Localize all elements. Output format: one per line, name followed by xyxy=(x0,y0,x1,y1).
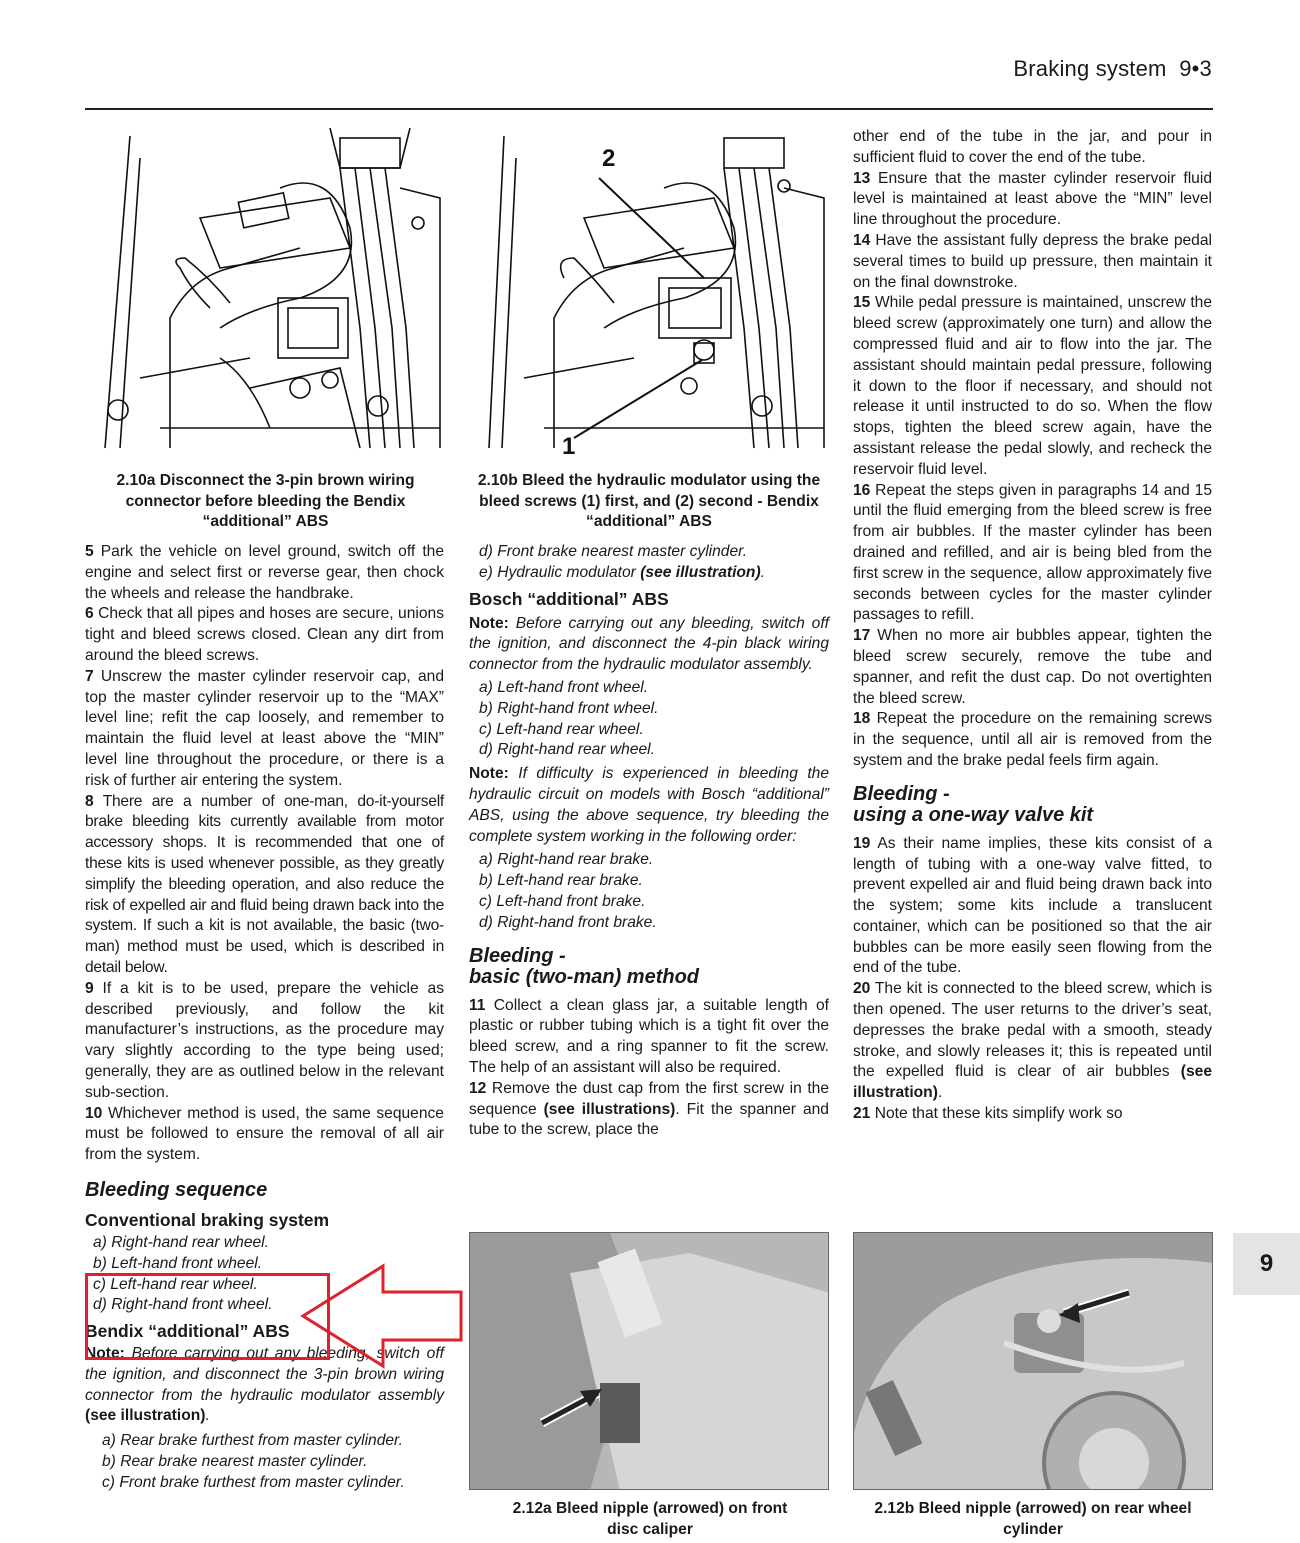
para-19: 19 As their name implies, these kits consist of a length of tubing with a one-way valve fitted, to prevent expelled air and fluid being drawn back into the system; some kits include a translucent container, which can be positioned so that the air bubbles can be more easily seen flowing from the end of the tube. xyxy=(853,834,1212,977)
list-item: a) Right-hand rear wheel. xyxy=(93,1233,269,1251)
list-item: a) Left-hand front wheel. xyxy=(479,678,649,696)
list-item: d) Right-hand front wheel. xyxy=(93,1296,273,1314)
caliper-photo xyxy=(470,1233,829,1490)
para-10: 10 Whichever method is used, the same sequence must be followed to ensure the removal of all air from the system. xyxy=(85,1104,444,1164)
bendix-list xyxy=(85,1431,444,1493)
header-title: Braking system xyxy=(1013,56,1167,81)
column-3 xyxy=(853,127,1212,1125)
para-12: 12 Remove the dust cap from the first screw in the sequence (see illustrations). Fit the spanner and tube to the screw, place the xyxy=(469,1079,829,1139)
header-rule xyxy=(85,108,1213,110)
caption-2-10b: 2.10b Bleed the hydraulic modulator using the bleed screws (1) first, and (2) second - Bendix “additional” ABS xyxy=(477,472,821,530)
list-item: d) Right-hand front brake. xyxy=(479,913,657,931)
photo-2-12b xyxy=(853,1232,1213,1490)
list-item: b) Left-hand front wheel. xyxy=(93,1254,263,1272)
para-cont: other end of the tube in the jar, and pour in sufficient fluid to cover the end of the tube. xyxy=(853,128,1212,166)
para-6: 6 Check that all pipes and hoses are secure, unions tight and bleed screws closed. Clean any dirt from around the bleed screws. xyxy=(85,605,444,664)
list-item: b) Rear brake nearest master cylinder. xyxy=(102,1453,368,1471)
para-13: 13 Ensure that the master cylinder reservoir fluid level is maintained at least above the “MIN” level line throughout the procedure. xyxy=(853,169,1212,229)
para-14: 14 Have the assistant fully depress the brake pedal several times to build up pressure, then maintain it on the final downstroke. xyxy=(853,231,1212,291)
subheading-conventional: Conventional braking system xyxy=(85,1209,330,1230)
list-item: b) Left-hand rear brake. xyxy=(479,872,643,890)
figure-2-10a xyxy=(100,128,445,456)
highlight-arrow-icon xyxy=(295,1262,467,1370)
list-item: d) Right-hand rear wheel. xyxy=(479,741,655,759)
page-number: 9•3 xyxy=(1179,56,1212,81)
list-item: b) Right-hand front wheel. xyxy=(479,699,659,717)
photo-2-12a xyxy=(469,1232,829,1490)
engine-bay-drawing-b xyxy=(484,128,829,456)
note-order: Note: If difficulty is experienced in bleeding the hydraulic circuit on models with Bosch “additional” ABS, using the above sequence, try bleeding the complete system working in the following order: xyxy=(469,765,829,845)
list-item: c) Front brake furthest from master cylinder. xyxy=(102,1473,405,1491)
heading-one-way-kit: Bleeding - using a one-way valve kit xyxy=(853,782,1094,826)
list-item: c) Left-hand rear wheel. xyxy=(93,1275,258,1293)
para-11: 11 Collect a clean glass jar, a suitable length of plastic or rubber tubing which is a tight fit over the bleed screw, and a ring spanner to fit the screw. The help of an assistant will also be required. xyxy=(469,996,829,1076)
para-18: 18 Repeat the procedure on the remaining screws in the sequence, until all air is removed from the system and the brake pedal feels firm again. xyxy=(853,710,1212,769)
para-9: 9 If a kit is to be used, prepare the vehicle as described previously, and follow the kit manufacturer’s instructions, as the procedure may vary slightly according to the type being used; generally, they are as outlined below in the relevant sub-section. xyxy=(85,979,444,1101)
caption-2-12a: 2.12a Bleed nipple (arrowed) on front disc caliper xyxy=(512,1500,788,1538)
para-21: 21 Note that these kits simplify work so xyxy=(853,1105,1123,1123)
para-16: 16 Repeat the steps given in paragraphs 14 and 15 until the fluid emerging from the bleed screw is free from air bubbles. If the master cylinder has been drained and refilled, and air is being bled from the first screw in the sequence, allow approximately five seconds between cycles for the master cylinder passages to refill. xyxy=(853,481,1212,624)
para-15: 15 While pedal pressure is maintained, unscrew the bleed screw (approximately one turn) and allow the compressed fluid and air to flow into the jar. The assistant should maintain pedal pressure, following it down to the floor if necessary, and should not release it until instructed to do so. When the flow stops, tighten the bleed screw again, have the assistant release the pedal slowly, and recheck the reservoir fluid level. xyxy=(853,294,1212,478)
list-item: d) Front brake nearest master cylinder. xyxy=(479,543,748,560)
heading-bleeding-sequence: Bleeding sequence xyxy=(85,1178,268,1201)
para-17: 17 When no more air bubbles appear, tighten the bleed screw securely, remove the tube and spanner, and refit the dust cap. Do not overtighten the bleed screw. xyxy=(853,627,1212,707)
order-list xyxy=(469,850,829,933)
highlight-box xyxy=(85,1273,330,1360)
para-20: 20 The kit is connected to the bleed screw, which is then opened. The user returns to the driver’s seat, depresses the brake pedal with a smooth, steady stroke, and slowly releases it; this is repeated until the expelled fluid is clear of air bubbles (see illustration). xyxy=(853,980,1212,1102)
note-bosch: Note: Before carrying out any bleeding, switch off the ignition, and disconnect the 4-pin black wiring connector from the hydraulic modulator assembly. xyxy=(469,614,829,674)
note-bendix: Note: Before carrying out any bleeding, switch off the ignition, and disconnect the 3-pin brown wiring connector from the hydraulic modulator assembly (see illustration). xyxy=(85,1345,444,1425)
callout-1: 1 xyxy=(562,433,576,456)
caption-2-10a: 2.10a Disconnect the 3-pin brown wiring connector before bleeding the Bendix “additional” ABS xyxy=(116,472,415,530)
heading-basic-method: Bleeding - basic (two-man) method xyxy=(469,944,700,988)
callout-2: 2 xyxy=(602,145,616,172)
bosch-list xyxy=(469,678,829,761)
list-item: c) Left-hand front brake. xyxy=(479,892,646,910)
figure-2-10b xyxy=(484,128,829,456)
list-item: c) Left-hand rear wheel. xyxy=(479,720,644,738)
list-item: a) Rear brake furthest from master cylinder. xyxy=(102,1432,404,1450)
wheel-cylinder-photo xyxy=(854,1233,1213,1490)
chapter-tab: 9 xyxy=(1233,1233,1300,1295)
caption-2-12b: 2.12b Bleed nipple (arrowed) on rear wheel cylinder xyxy=(874,1500,1192,1538)
bendix-list-cont xyxy=(469,542,829,584)
page-header xyxy=(1013,56,1212,82)
engine-bay-drawing-a xyxy=(100,128,445,456)
subheading-bosch: Bosch “additional” ABS xyxy=(469,588,669,609)
list-item: e) Hydraulic modulator (see illustration). xyxy=(479,563,765,581)
para-5: 5 Park the vehicle on level ground, switch off the engine and select first or reverse gear, then chock the wheels and release the handbrake. xyxy=(85,543,444,602)
para-8: 8 There are a number of one-man, do-it-yourself brake bleeding kits currently available from motor accessory shops. It is recommended that one of these kits is used whenever possible, as they greatly simplify the bleeding operation, and also reduce the risk of expelled air and fluid being drawn back into the system. If such a kit is not available, the basic (two-man) method must be used, which is described in detail below. xyxy=(85,792,444,976)
column-2 xyxy=(469,542,829,1141)
list-item: a) Right-hand rear brake. xyxy=(479,851,654,869)
subheading-bendix: Bendix “additional” ABS xyxy=(85,1321,290,1342)
para-7: 7 Unscrew the master cylinder reservoir cap, and top the master cylinder reservoir up to the “MAX” level line; refit the cap loosely, and remember to maintain the fluid level at least above the “MIN” level line throughout the procedure, or there is a risk of further air entering the system. xyxy=(85,667,444,789)
